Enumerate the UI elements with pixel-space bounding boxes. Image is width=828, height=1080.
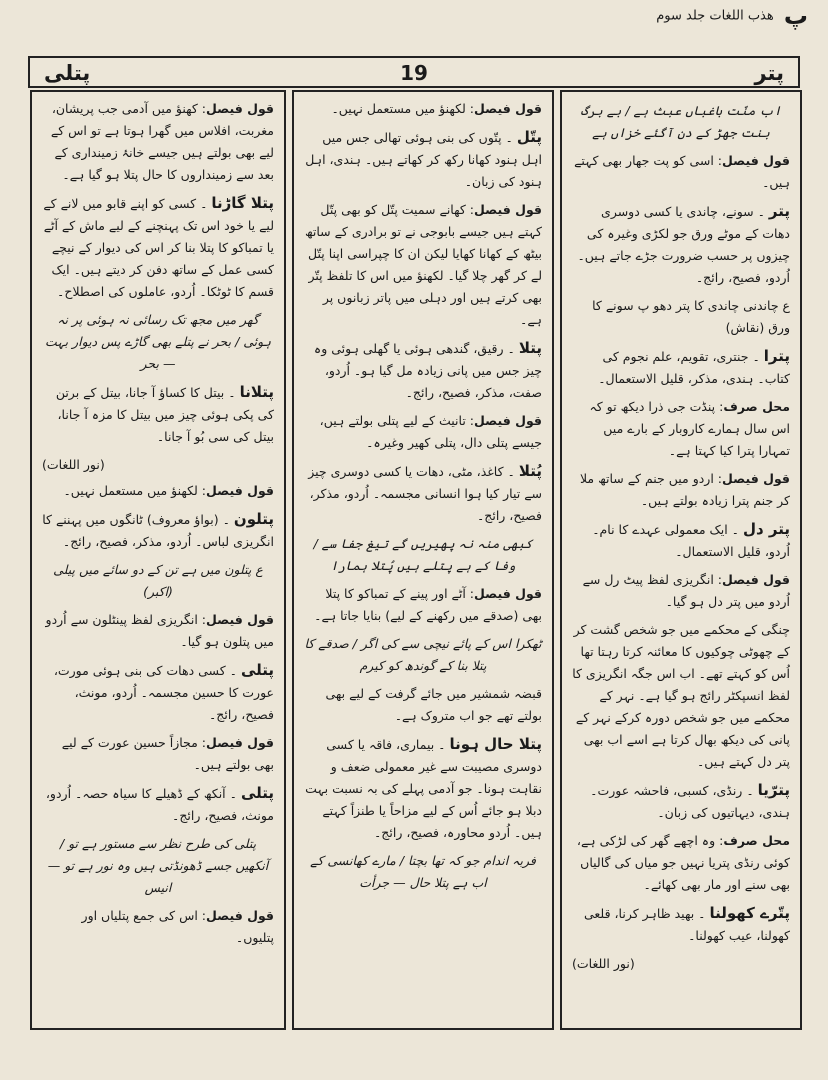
usage-note: قول فیصل: کھانے سمیت پتّل کو بھی پتّل کہتے ہیں جیسے بابوجی نے تو برادری کے ساتھ بیٹھ کے کھانا کھایا لیکن ان کا چپراسی اپنا پتّل لے کر گھر چلا گیا۔ لکھنؤ میں اس کا تلفظ پتّر بھی کرتے ہیں اور دہلی میں پاتر زبانوں پر ہے۔ [304, 202, 542, 327]
usage-note: قول فیصل: انگریزی لفظ پیٹ رل سے اُردو میں پتر دل ہو گیا۔ [582, 572, 790, 609]
note-label: قول فیصل [474, 413, 542, 428]
first-headword: پتر [754, 61, 784, 85]
entry-definition: بیتل کا کساؤ آ جانا، بیتل کے برتن کی پکی ہوئی چیز میں بیتل کا مزہ آ جانا، بیتل کی سی بُو آ جانا۔ [55, 385, 274, 444]
entry-definition: (بواؤ معروف) ٹانگوں میں پہننے کا انگریزی لباس۔ اُردو، مذکر، فصیح، رائج۔ [42, 512, 274, 549]
source-reference: (نور اللغات) [572, 956, 635, 971]
entry-headword: پترا [763, 347, 790, 365]
dictionary-entry: پتلی ۔ کسی دھات کی بنی ہوئی مورت، عورت کا حسین مجسمہ۔ اُردو، مونث، فصیح، رائج۔ [53, 661, 274, 722]
note-text: انگریزی لفظ پینٹلون سے اُردو میں پتلون ہو گیا۔ [45, 612, 274, 649]
dictionary-entry: پتّرے کھولنا ۔ بھید ظاہر کرنا، قلعی کھولنا، عیب کھولنا۔ [583, 904, 790, 943]
dictionary-entry: پترا ۔ جنتری، تقویم، علم نجوم کی کتاب۔ ہندی، مذکر، قلیل الاستعمال۔ [598, 347, 790, 386]
dictionary-entry: پتلا گاڑنا ۔ کسی کو اپنے قابو میں لانے کے لیے یا خود اس تک پہنچنے کے لیے ماش کے آٹے یا تمباکو کا پتلا بنا کر اس کی دیوار کے نیچے کسی عمل کے ساتھ دفن کر دیتے ہیں۔ ایک قسم کا ٹوٹکا۔ اُردو، عاملوں کی اصطلاح۔ [43, 194, 274, 299]
entry-definition: رقیق، گندھی ہوئی یا گھلی ہوئی وہ چیز جس میں پانی زیادہ مل گیا ہو۔ اُردو، صفت، مذکر، فصیح، رائج۔ [313, 341, 542, 400]
usage-note: قول فیصل: مجازاً حسین عورت کے لیے بھی بولتے ہیں۔ [61, 735, 274, 772]
note-label: قول فیصل [206, 101, 274, 116]
entry-headword: پتر [768, 202, 790, 220]
note-text: تانیث کے لیے پتلی بولتے ہیں، جیسے پتلی دال، پتلی کھیر وغیرہ۔ [319, 413, 542, 450]
dictionary-entry: پتر دل ۔ ایک معمولی عہدے کا نام۔ اُردو، قلیل الاستعمال۔ [592, 520, 790, 559]
entry-definition: کاغذ، مٹی، دھات یا کسی دوسری چیز سے تیار کیا ہوا انسانی مجسمہ۔ اُردو، مذکر، فصیح، رائج۔ [308, 464, 542, 523]
usage-note: قول فیصل: اردو میں جنم کے ساتھ ملا کر جنم پترا زیادہ بولتے ہیں۔ [579, 471, 790, 508]
note-text: اس کی جمع پتلیاں اور پتلیوں۔ [81, 908, 274, 945]
entry-headword: پتلا گاڑنا [211, 194, 274, 212]
note-text: کھانے سمیت پتّل کو بھی پتّل کہتے ہیں جیسے بابوجی نے تو برادری کے ساتھ بیٹھ کے کھانا کھایا لیکن ان کا چپراسی اپنا پتّل لے کر گھر چلا گیا۔ لکھنؤ میں اس کا تلفظ پتّر بھی کرتے ہیں اور دہلی میں پاتر زبانوں پر ہے۔ [304, 202, 542, 327]
note-label: محل صرف [723, 833, 790, 848]
note-label: قول فیصل [206, 612, 274, 627]
dictionary-entry: پتلا ۔ رقیق، گندھی ہوئی یا گھلی ہوئی وہ چیز جس میں پانی زیادہ مل گیا ہو۔ اُردو، صفت، مذکر، فصیح، رائج۔ [313, 339, 542, 400]
entry-headword: پترّیا [757, 781, 790, 799]
usage-note: قول فیصل: اسی کو پت جھار بھی کہتے ہیں۔ [574, 153, 790, 190]
entry-definition: ایک معمولی عہدے کا نام۔ اُردو، قلیل الاستعمال۔ [592, 522, 790, 559]
dictionary-entry: پتلانا ۔ بیتل کا کساؤ آ جانا، بیتل کے برتن کی پکی ہوئی چیز میں بیتل کا مزہ آ جانا، بیتل کی سی بُو آ جانا۔ [55, 383, 274, 444]
note-label: قول فیصل [722, 471, 790, 486]
entry-headword: پتلا حال ہونا [449, 735, 542, 753]
usage-note: قول فیصل: تانیث کے لیے پتلی بولتے ہیں، جیسے پتلی دال، پتلی کھیر وغیرہ۔ [319, 413, 542, 450]
verse-quotation: گھر میں مجھ تک رسائی نہ ہوئی پر نہ ہوئی / بحر نے پتلے بھی گاڑے پس دیوار بہت — بحر [45, 312, 271, 371]
verse-quotation: ع پتلون میں ہے تن کے دو سائے میں پیلی (اکبر) [53, 562, 263, 599]
note-label: قول فیصل [474, 202, 542, 217]
usage-note: قول فیصل: آٹے اور پینے کے تمباکو کا پتلا بھی (صدقے میں رکھنے کے لیے) بنایا جاتا ہے۔ [314, 586, 542, 623]
body-text: ع چاندنی چاندی کا پتر دھو پ سونے کا ورق (نقاش) [592, 298, 790, 335]
entry-headword: پتلون [233, 510, 274, 528]
running-header [508, 2, 808, 30]
column-right [560, 90, 802, 1030]
verse-quotation: فربہ اندام جو کہ تھا بچتا / مارے کھانسی کے اب ہے پتلا حال — جرأت [310, 853, 536, 890]
note-label: قول فیصل [206, 483, 274, 498]
usage-note: قول فیصل: لکھنؤ میں مستعمل نہیں۔ [63, 483, 274, 498]
dictionary-entry: پتلون ۔ (بواؤ معروف) ٹانگوں میں پہننے کا انگریزی لباس۔ اُردو، مذکر، فصیح، رائج۔ [42, 510, 274, 549]
note-label: قول فیصل [474, 586, 542, 601]
page-letter: پ [783, 2, 808, 30]
body-text: قبضہ شمشیر میں جائے گرفت کے لیے بھی بولتے تھے جو اب متروک ہے۔ [325, 686, 542, 723]
volume-title: هذب اللغات جلد سوم [656, 8, 774, 24]
dictionary-entry: پتلی ۔ آنکھ کے ڈھیلے کا سیاہ حصہ۔ اُردو، مونث، فصیح، رائج۔ [45, 784, 274, 823]
note-text: لکھنؤ میں مستعمل نہیں۔ [331, 101, 466, 116]
last-headword: پتلی [44, 61, 91, 85]
note-label: قول فیصل [206, 908, 274, 923]
entry-definition: جنتری، تقویم، علم نجوم کی کتاب۔ ہندی، مذکر، قلیل الاستعمال۔ [598, 349, 790, 386]
dictionary-entry: پتّل ۔ پتّوں کی بنی ہوئی تھالی جس میں اہل ہنود کھانا رکھ کر کھاتے ہیں۔ ہندی، اہل ہنود کی زبان۔ [305, 128, 542, 189]
dictionary-entry: پُتلا ۔ کاغذ، مٹی، دھات یا کسی دوسری چیز سے تیار کیا ہوا انسانی مجسمہ۔ اُردو، مذکر، فصیح، رائج۔ [308, 462, 542, 523]
source-reference: (نور اللغات) [42, 457, 105, 472]
entry-headword: پُتلا [518, 462, 542, 480]
entry-definition: سونے، چاندی یا کسی دوسری دھات کے موٹے ورق جو لکڑی وغیرہ کی چیزوں پر حسب ضرورت جڑے جاتے ہیں۔ اُردو، فصیح، رائج۔ [577, 204, 790, 285]
usage-note: قول فیصل: کھنؤ میں آدمی جب پریشان، مغربت، افلاس میں گھرا ہوتا ہے تو اس کے لیے بھی بولتے ہیں جیسے خانۂ زمینداری کے بعد سے زمینداروں کا حال پتلا ہو گیا ہے۔ [50, 101, 274, 182]
entry-headword: پتّل [516, 128, 542, 146]
entry-headword: پتلانا [239, 383, 274, 401]
page-number: 19 [400, 61, 428, 85]
note-label: محل صرف [723, 399, 790, 414]
entry-definition: کسی کو اپنے قابو میں لانے کے لیے یا خود اس تک پہنچنے کے لیے ماش کے آٹے یا تمباکو کا پتلا بنا کر اس کی دیوار کے نیچے کسی عمل کے ساتھ دفن کر دیتے ہیں۔ ایک قسم کا ٹوٹکا۔ اُردو، عاملوں کی اصطلاح۔ [43, 196, 274, 299]
note-label: قول فیصل [474, 101, 542, 116]
entry-headword: پتّرے کھولنا [709, 904, 790, 922]
note-label: قول فیصل [206, 735, 274, 750]
note-text: آٹے اور پینے کے تمباکو کا پتلا بھی (صدقے میں رکھنے کے لیے) بنایا جاتا ہے۔ [314, 586, 542, 623]
entry-definition: بھید ظاہر کرنا، قلعی کھولنا، عیب کھولنا۔ [583, 906, 790, 943]
dictionary-entry: پترّیا ۔ رنڈی، کسبی، فاحشہ عورت۔ ہندی، دیہاتیوں کی زبان۔ [590, 781, 790, 820]
entry-headword: پتر دل [742, 520, 790, 538]
note-text: وہ اچھے گھر کی لڑکی ہے، کوئی رنڈی پتریا نہیں جو میاں کی گالیاں بھی سنے اور مار بھی کھائے۔ [576, 833, 790, 892]
verse-quotation: کبھی منہ نہ پھیریں گے تیغ جفا سے / وفا کے ہے پتلے ہیں پُتلا ہمارا [313, 536, 533, 573]
note-text: اسی کو پت جھار بھی کہتے ہیں۔ [574, 153, 790, 190]
entry-headword: پتلا [518, 339, 542, 357]
usage-note: قول فیصل: انگریزی لفظ پینٹلون سے اُردو میں پتلون ہو گیا۔ [45, 612, 274, 649]
entry-definition: آنکھ کے ڈھیلے کا سیاہ حصہ۔ اُردو، مونث، فصیح، رائج۔ [45, 786, 274, 823]
entry-definition: رنڈی، کسبی، فاحشہ عورت۔ ہندی، دیہاتیوں کی زبان۔ [590, 783, 790, 820]
usage-note: محل صرف: پنڈت جی ذرا دیکھ تو کہ اس سال ہمارے کاروبار کے بارے میں تمہارا پترا کیا کہتا ہے۔ [589, 399, 790, 458]
note-text: کھنؤ میں آدمی جب پریشان، مغربت، افلاس میں گھرا ہوتا ہے تو اس کے لیے بھی بولتے ہیں جیسے خانۂ زمینداری کے بعد سے زمینداروں کا حال پتلا ہو گیا ہے۔ [50, 101, 274, 182]
note-text: اردو میں جنم کے ساتھ ملا کر جنم پترا زیادہ بولتے ہیں۔ [579, 471, 790, 508]
body-text: چنگی کے محکمے میں جو شخص گشت کر کے چھوٹی چوکیوں کا معائنہ کرتا رہتا تھا اُس کو کہتے تھے۔ اب اس جگہ انگریزی کا لفظ انسپکٹر رائج ہو گیا ہے۔ نہر کے محکمے میں جو شخص دورہ کرکے نہر کے پانی کی دیکھ بھال کرتا ہے اسے اب بھی پتر دل کہتے ہیں۔ [572, 622, 790, 769]
note-text: انگریزی لفظ پیٹ رل سے اُردو میں پتر دل ہو گیا۔ [582, 572, 790, 609]
note-label: قول فیصل [722, 153, 790, 168]
note-text: پنڈت جی ذرا دیکھ تو کہ اس سال ہمارے کاروبار کے بارے میں تمہارا پترا کیا کہتا ہے۔ [589, 399, 790, 458]
usage-note: محل صرف: وہ اچھے گھر کی لڑکی ہے، کوئی رنڈی پتریا نہیں جو میاں کی گالیاں بھی سنے اور مار بھی کھائے۔ [576, 833, 790, 892]
page-header-bar [28, 56, 800, 88]
entry-headword: پتلی [240, 784, 274, 802]
usage-note: قول فیصل: اس کی جمع پتلیاں اور پتلیوں۔ [81, 908, 274, 945]
entry-definition: کسی دھات کی بنی ہوئی مورت، عورت کا حسین مجسمہ۔ اُردو، مونث، فصیح، رائج۔ [53, 663, 274, 722]
column-middle [292, 90, 554, 1030]
note-text: مجازاً حسین عورت کے لیے بھی بولتے ہیں۔ [61, 735, 274, 772]
note-text: لکھنؤ میں مستعمل نہیں۔ [63, 483, 198, 498]
verse-quotation: ٹھکرا اس کے پائے نیچی سے کی اگر / صدقے کا پتلا بنا کے گوندھ کو کیرم [304, 636, 542, 673]
entry-headword: پتلی [240, 661, 274, 679]
entry-definition: بیماری، فاقہ یا کسی دوسری مصیبت سے غیر معمولی ضعف و نقاہت ہونا۔ جو آدمی پہلے کی بہ نسبت بہت دبلا ہو جائے اُس کے لیے مزاحاً یا طنزاً کہتے ہیں۔ اُردو محاورہ، فصیح، رائج۔ [305, 737, 542, 840]
verse-quotation: اب منّت باغباں عبث ہے / بے برگ بنت جھڑ کے دن آگئے خزاں ہے [580, 103, 782, 140]
verse-quotation: پتلی کی طرح نظر سے مستور ہے تو / آنکھیں جسے ڈھونڈتی ہیں وہ نور ہے تو — انیس [47, 836, 269, 895]
entry-definition: پتّوں کی بنی ہوئی تھالی جس میں اہل ہنود کھانا رکھ کر کھاتے ہیں۔ ہندی، اہل ہنود کی زبان۔ [305, 130, 542, 189]
dictionary-entry: پتر ۔ سونے، چاندی یا کسی دوسری دھات کے موٹے ورق جو لکڑی وغیرہ کی چیزوں پر حسب ضرورت جڑے جاتے ہیں۔ اُردو، فصیح، رائج۔ [577, 202, 790, 285]
note-label: قول فیصل [722, 572, 790, 587]
column-left [30, 90, 286, 1030]
usage-note: قول فیصل: لکھنؤ میں مستعمل نہیں۔ [331, 101, 542, 116]
dictionary-entry: پتلا حال ہونا ۔ بیماری، فاقہ یا کسی دوسری مصیبت سے غیر معمولی ضعف و نقاہت ہونا۔ جو آدمی پہلے کی بہ نسبت بہت دبلا ہو جائے اُس کے لیے مزاحاً یا طنزاً کہتے ہیں۔ اُردو محاورہ، فصیح، رائج۔ [305, 735, 542, 840]
